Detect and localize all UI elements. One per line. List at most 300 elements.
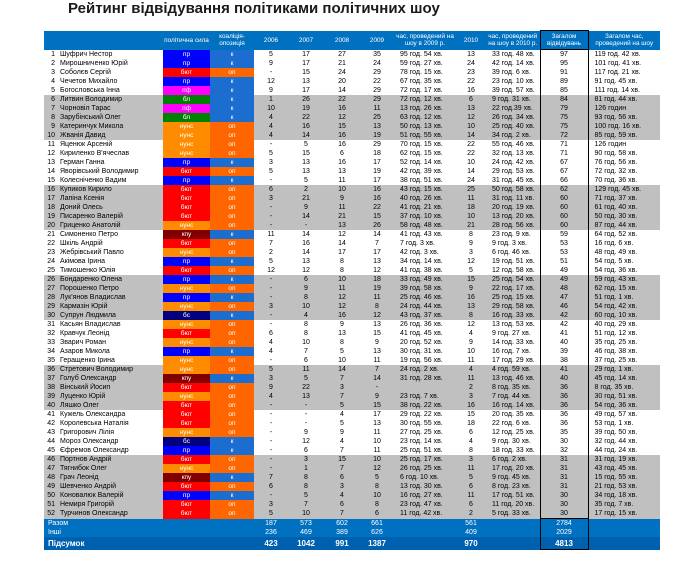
- rank-cell: 35: [47, 357, 55, 364]
- visits-2006-cell: -: [269, 420, 273, 427]
- total-time-cell: 54 год. 5 хв.: [594, 258, 634, 265]
- time-2009-cell: 39 год. 58 хв.: [394, 284, 456, 293]
- visits-2007-cell: 8: [304, 321, 308, 328]
- time-2009-cell: 43 год. 37 хв.: [394, 311, 456, 320]
- name-cell: Богословська Інна: [60, 87, 120, 94]
- footer-cell: 573: [288, 519, 324, 529]
- total-visits-cell: 62: [540, 185, 588, 194]
- table-row: [44, 365, 660, 374]
- total-visits-cell: 53: [540, 239, 588, 248]
- visits-2008-cell: 10: [338, 357, 346, 364]
- rank-cell: 25: [47, 267, 55, 274]
- footer-cell: 409: [456, 528, 486, 537]
- party-badge: бют: [163, 239, 210, 248]
- footer-cell: 970: [456, 537, 486, 550]
- time-2009-cell: 41 год. 21 хв.: [394, 203, 456, 212]
- party-badge: нунс: [163, 365, 210, 374]
- rank-cell: 24: [47, 258, 55, 265]
- table-row: [44, 50, 660, 60]
- table-row: [44, 248, 660, 257]
- visits-2007-cell: -: [288, 221, 324, 230]
- visits-2007-cell: 9: [288, 203, 324, 212]
- time-2010-cell: 5 год. 33 хв.: [486, 509, 540, 519]
- total-visits-cell: 75: [540, 113, 588, 122]
- table-row: [44, 410, 660, 419]
- visits-2006-cell: 3: [254, 302, 288, 311]
- visits-2006-cell: 6: [269, 330, 273, 337]
- visits-2008-cell: 10: [324, 185, 360, 194]
- rank-cell: 28: [44, 293, 58, 302]
- visits-2007-cell: 15: [302, 150, 310, 157]
- name-cell: Герман Ганна: [60, 159, 105, 166]
- visits-2009-cell: 25: [360, 113, 394, 122]
- visits-2010-cell: 6: [456, 500, 486, 509]
- visits-2009-cell: 7: [375, 240, 379, 247]
- rank-cell: 18: [44, 203, 58, 212]
- rank-cell: 48: [44, 473, 58, 482]
- total-time-cell: 76 год. 56 хв.: [594, 159, 638, 166]
- name-cell: Тимошенко Юлія: [60, 267, 116, 274]
- footer-label: Разом: [44, 519, 254, 529]
- visits-2006-cell: 7: [254, 473, 288, 482]
- name-cell: Азаров Микола: [60, 348, 110, 355]
- total-visits-cell: 35: [540, 428, 588, 437]
- name-cell: Чорновіл Тарас: [58, 104, 163, 113]
- table-row: [44, 392, 660, 401]
- visits-2007-cell: 22: [288, 113, 324, 122]
- coalition-badge: к: [210, 293, 254, 302]
- rank-cell: 33: [47, 339, 55, 346]
- table-row: [44, 482, 660, 491]
- party-badge: пр: [163, 293, 210, 302]
- name-cell: Голуб Олександр: [58, 374, 163, 383]
- party-badge: бют: [163, 509, 210, 519]
- footer-cell: [588, 519, 660, 529]
- header-2010: 2010: [456, 31, 486, 50]
- visits-2009-cell: 17: [373, 411, 381, 418]
- visits-2008-cell: 16: [338, 159, 346, 166]
- visits-2006-cell: 5: [269, 168, 273, 175]
- table-row: [44, 95, 660, 104]
- visits-2008-cell: 12: [324, 113, 360, 122]
- total-time-cell: 35 год. 25 хв.: [594, 339, 638, 346]
- visits-2009-cell: 6: [360, 509, 394, 519]
- time-2009-cell: 37 год. 10 хв.: [394, 212, 456, 221]
- visits-2010-cell: 11: [456, 374, 486, 383]
- total-time-cell: 21 год. 53 хв.: [588, 482, 660, 491]
- coalition-badge: оп: [210, 464, 254, 473]
- visits-2008-cell: 11: [338, 177, 346, 184]
- rank-cell: 3: [51, 69, 55, 76]
- time-2010-cell: 24 год. 42 хв.: [492, 159, 535, 166]
- total-time-cell: 35 год. 7 хв.: [588, 500, 660, 509]
- time-2010-cell: 9 год. 27 хв.: [492, 330, 531, 337]
- visits-2008-cell: 9: [340, 321, 344, 328]
- total-visits-cell: 30: [540, 437, 588, 446]
- table-row: [44, 86, 660, 95]
- time-2009-cell: 38 год. 51 хв.: [400, 177, 443, 184]
- visits-2008-cell: 15: [324, 455, 360, 464]
- time-2010-cell: 32 год. 13 хв.: [492, 150, 535, 157]
- visits-2010-cell: 14: [456, 131, 486, 140]
- rank-cell: 51: [44, 500, 58, 509]
- name-cell: Писаренко Валерій: [58, 212, 163, 221]
- visits-2009-cell: 11: [360, 293, 394, 302]
- rank-cell: 30: [44, 311, 58, 320]
- visits-2007-cell: 6: [304, 447, 308, 454]
- header-total-visits: Загалом відвідувань: [540, 31, 588, 50]
- total-visits-cell: 31: [540, 482, 588, 491]
- table-row: [44, 77, 660, 86]
- footer-cell: 602: [324, 519, 360, 529]
- table-row: [44, 329, 660, 338]
- footer-label: Інші: [44, 528, 254, 537]
- visits-2006-cell: 12: [267, 78, 275, 85]
- visits-2009-cell: 18: [373, 150, 381, 157]
- table-row: [44, 437, 660, 446]
- time-2010-cell: 25 год. 15 хв.: [486, 293, 540, 302]
- visits-2010-cell: 10: [467, 159, 475, 166]
- visits-2006-cell: -: [254, 275, 288, 284]
- party-badge: кпу: [163, 230, 210, 239]
- time-2010-cell: 29 год. 58 хв.: [486, 302, 540, 311]
- visits-2009-cell: 12: [360, 464, 394, 473]
- time-2009-cell: 38 год. 22 хв.: [394, 401, 456, 410]
- table-row: [44, 140, 660, 149]
- name-cell: Купиков Кирило: [58, 185, 163, 194]
- name-cell: Ляшко Олег: [58, 401, 163, 410]
- footer-cell: 991: [324, 537, 360, 550]
- party-badge: нунс: [163, 131, 210, 140]
- total-visits-cell: 66: [540, 176, 588, 185]
- visits-2010-cell: 23: [467, 69, 475, 76]
- rank-cell: 20: [44, 221, 58, 230]
- coalition-badge: к: [210, 230, 254, 239]
- visits-2007-cell: 13: [302, 78, 310, 85]
- visits-2007-cell: 19: [288, 104, 324, 113]
- total-time-cell: 49 год. 57 хв.: [594, 411, 638, 418]
- visits-2008-cell: 27: [338, 50, 346, 58]
- coalition-badge: оп: [210, 248, 254, 257]
- name-cell: Коновалюк Валерій: [58, 491, 163, 500]
- visits-2008-cell: 7: [324, 374, 360, 383]
- visits-2010-cell: 6: [469, 429, 473, 436]
- party-badge: бс: [163, 311, 210, 320]
- total-visits-cell: 36: [540, 401, 588, 410]
- visits-2008-cell: 8: [340, 267, 344, 274]
- name-cell: Жванія Давид: [58, 131, 163, 140]
- total-visits-cell: 97: [540, 50, 588, 60]
- total-time-cell: 32 год. 44 хв.: [594, 438, 638, 445]
- table-row: [44, 239, 660, 248]
- total-time-cell: 37 год. 25 хв.: [594, 357, 638, 364]
- visits-2007-cell: 11: [288, 365, 324, 374]
- visits-2009-cell: 15: [360, 212, 394, 221]
- visits-2007-cell: 6: [288, 275, 324, 284]
- party-badge: пр: [163, 176, 210, 185]
- visits-2006-cell: -: [269, 447, 273, 454]
- total-time-cell: 16 год. 6 хв.: [594, 240, 634, 247]
- total-time-cell: 40 год. 29 хв.: [594, 321, 638, 328]
- visits-2006-cell: -: [254, 203, 288, 212]
- visits-2006-cell: -: [269, 438, 273, 445]
- name-cell: Доний Олесь: [58, 203, 163, 212]
- total-visits-cell: 51: [540, 257, 588, 266]
- total-time-cell: 129 год. 45 хв.: [588, 185, 660, 194]
- visits-2006-cell: 4: [254, 122, 288, 131]
- visits-2010-cell: 9: [469, 240, 473, 247]
- name-cell: Лук'янов Владислав: [58, 293, 163, 302]
- visits-2008-cell: 16: [338, 141, 346, 148]
- visits-2010-cell: 10: [467, 348, 475, 355]
- rank-cell: 8: [44, 113, 58, 122]
- total-visits-cell: 41: [540, 365, 588, 374]
- total-time-cell: 71 год. 37 хв.: [588, 194, 660, 203]
- name-cell: Чечетов Михайло: [60, 78, 118, 85]
- coalition-badge: оп: [210, 284, 254, 293]
- visits-2006-cell: 4: [254, 131, 288, 140]
- visits-2006-cell: -: [269, 321, 273, 328]
- visits-2006-cell: 4: [254, 113, 288, 122]
- total-visits-cell: 42: [540, 311, 588, 320]
- footer-cell: [394, 537, 456, 550]
- time-2009-cell: 43 год. 15 хв.: [394, 185, 456, 194]
- rank-cell: 39: [44, 392, 58, 401]
- time-2010-cell: 28 год. 56 хв.: [486, 221, 540, 230]
- time-2010-cell: 9 год. 3 хв.: [492, 240, 527, 247]
- coalition-badge: оп: [210, 338, 254, 347]
- total-time-cell: 60 год. 10 хв.: [588, 311, 660, 320]
- visits-2008-cell: 13: [338, 168, 346, 175]
- visits-2009-cell: 12: [373, 267, 381, 274]
- visits-2007-cell: 2: [288, 185, 324, 194]
- party-badge: бют: [163, 203, 210, 212]
- visits-2006-cell: -: [254, 401, 288, 410]
- visits-2006-cell: 3: [254, 194, 288, 203]
- time-2010-cell: 22 год. 6 хв.: [492, 420, 531, 427]
- party-badge: нунс: [163, 392, 210, 401]
- table-row: [44, 221, 660, 230]
- visits-2006-cell: 5: [254, 509, 288, 519]
- rank-cell: 15: [47, 177, 55, 184]
- visits-2008-cell: 8: [340, 339, 344, 346]
- total-time-cell: 51 год. 1 хв.: [588, 293, 660, 302]
- visits-2008-cell: 17: [338, 249, 346, 256]
- header-total-time: Загалом час, проведений на шоу: [588, 31, 660, 50]
- visits-2006-cell: 5: [254, 365, 288, 374]
- rank-cell: 2: [51, 60, 55, 67]
- visits-2009-cell: 11: [360, 104, 394, 113]
- visits-2009-cell: 17: [373, 249, 381, 256]
- name-cell: Яценюк Арсеній: [60, 141, 113, 148]
- party-badge: пф: [163, 86, 210, 95]
- rank-cell: 38: [44, 383, 58, 392]
- time-2009-cell: 41 год. 38 хв.: [400, 267, 443, 274]
- party-badge: бют: [163, 482, 210, 491]
- party-badge: бют: [163, 266, 210, 275]
- party-badge: бют: [163, 329, 210, 338]
- time-2010-cell: 9 год. 30 хв.: [492, 438, 531, 445]
- time-2009-cell: 26 год. 36 хв.: [400, 321, 443, 328]
- footer-cell: [486, 519, 540, 529]
- table-row: [44, 500, 660, 509]
- total-visits-cell: 36: [540, 419, 588, 428]
- visits-2009-cell: 29: [360, 95, 394, 104]
- time-2009-cell: 78 год. 15 хв.: [400, 69, 443, 76]
- visits-2010-cell: 12: [467, 258, 475, 265]
- total-time-cell: 64 год. 52 хв.: [594, 231, 638, 238]
- total-visits-cell: 30: [540, 500, 588, 509]
- visits-2010-cell: 10: [456, 212, 486, 221]
- coalition-badge: к: [210, 86, 254, 95]
- table-row: [44, 293, 660, 302]
- visits-2008-cell: 21: [338, 60, 346, 67]
- coalition-badge: оп: [210, 428, 254, 437]
- time-2009-cell: 25 год. 51 хв.: [400, 447, 443, 454]
- time-2009-cell: 23 год. 14 хв.: [400, 438, 443, 445]
- visits-2006-cell: 2: [269, 249, 273, 256]
- visits-2007-cell: 5: [288, 491, 324, 500]
- total-time-cell: 126 годин: [588, 104, 660, 113]
- visits-2010-cell: 22: [467, 78, 475, 85]
- party-badge: пф: [163, 104, 210, 113]
- rank-cell: 5: [51, 87, 55, 94]
- coalition-badge: к: [210, 491, 254, 500]
- table-row: [44, 320, 660, 329]
- party-badge: нунс: [163, 122, 210, 131]
- time-2009-cell: 19 год. 56 хв.: [400, 357, 443, 364]
- time-2009-cell: 31 год. 28 хв.: [394, 374, 456, 383]
- total-visits-cell: 67: [540, 158, 588, 167]
- party-badge: бл: [163, 113, 210, 122]
- visits-2010-cell: 8: [456, 311, 486, 320]
- rank-cell: 23: [47, 249, 55, 256]
- visits-2006-cell: 9: [254, 383, 288, 392]
- visits-2006-cell: -: [254, 311, 288, 320]
- name-cell: Шуфрич Нестор: [60, 50, 113, 58]
- footer-cell: [588, 528, 660, 537]
- visits-2008-cell: 12: [324, 293, 360, 302]
- visits-2008-cell: 14: [338, 240, 346, 247]
- visits-2009-cell: 22: [360, 203, 394, 212]
- visits-2010-cell: 22: [467, 150, 475, 157]
- total-time-cell: 119 год. 42 хв.: [594, 50, 641, 58]
- rank-cell: 1: [51, 50, 55, 58]
- time-2010-cell: 31 год. 45 хв.: [492, 177, 535, 184]
- visits-2006-cell: -: [269, 177, 273, 184]
- visits-2008-cell: 12: [324, 302, 360, 311]
- time-2010-cell: 4 год. 59 хв.: [486, 365, 540, 374]
- coalition-badge: оп: [210, 140, 254, 149]
- time-2010-cell: 14 год. 33 хв.: [492, 339, 535, 346]
- visits-2010-cell: 11: [456, 194, 486, 203]
- total-time-cell: 17 год. 15 хв.: [588, 509, 660, 519]
- time-2009-cell: 26 год. 25 хв.: [394, 464, 456, 473]
- visits-2007-cell: 3: [288, 455, 324, 464]
- visits-2008-cell: 16: [324, 131, 360, 140]
- visits-2010-cell: 22: [467, 141, 475, 148]
- visits-2009-cell: 13: [373, 321, 381, 328]
- visits-2010-cell: 3: [469, 249, 473, 256]
- table-row: [44, 257, 660, 266]
- total-visits-cell: 30: [540, 509, 588, 519]
- visits-2009-cell: 16: [360, 194, 394, 203]
- time-2010-cell: 12 год. 58 хв.: [492, 267, 535, 274]
- name-cell: Зарубінський Олег: [58, 113, 163, 122]
- header-coalition: коаліція-опозиція: [210, 31, 254, 50]
- total-visits-cell: 79: [540, 104, 588, 113]
- visits-2009-cell: 24: [373, 60, 381, 67]
- party-badge: нунс: [163, 221, 210, 230]
- total-visits-cell: 85: [540, 86, 588, 95]
- table-row: [44, 230, 660, 239]
- time-2010-cell: 42 год. 14 хв.: [492, 60, 535, 67]
- time-2010-cell: 16 год. 14 хв.: [486, 401, 540, 410]
- visits-2010-cell: 24: [467, 177, 475, 184]
- coalition-badge: к: [210, 176, 254, 185]
- time-2010-cell: 39 год. 6 хв.: [492, 69, 531, 76]
- visits-2010-cell: 9: [456, 284, 486, 293]
- table-row: [44, 149, 660, 158]
- time-2010-cell: 33 год. 48 хв.: [492, 50, 535, 58]
- name-cell: Мороз Олександр: [60, 438, 119, 445]
- rank-cell: 19: [44, 212, 58, 221]
- rank-cell: 34: [47, 348, 55, 355]
- header-row: [44, 31, 660, 50]
- visits-2009-cell: 29: [373, 69, 381, 76]
- visits-2007-cell: 5: [304, 177, 308, 184]
- name-cell: Портнов Андрій: [58, 455, 163, 464]
- visits-2007-cell: 13: [302, 168, 310, 175]
- coalition-badge: оп: [210, 266, 254, 275]
- time-2010-cell: 50 год. 58 хв.: [486, 185, 540, 194]
- visits-2009-cell: 16: [360, 185, 394, 194]
- visits-2007-cell: 10: [302, 339, 310, 346]
- time-2010-cell: 23 год. 10 хв.: [492, 78, 535, 85]
- footer-row-sum: [44, 537, 660, 550]
- total-visits-cell: 67: [540, 167, 588, 176]
- visits-2010-cell: 15: [467, 411, 475, 418]
- visits-2008-cell: 16: [324, 104, 360, 113]
- visits-2007-cell: 12: [302, 267, 310, 274]
- party-badge: бют: [163, 68, 210, 77]
- visits-2006-cell: 1: [254, 95, 288, 104]
- total-visits-cell: 39: [540, 347, 588, 356]
- footer-cell: [394, 519, 456, 529]
- visits-2007-cell: 13: [302, 159, 310, 166]
- visits-2010-cell: 3: [456, 455, 486, 464]
- coalition-badge: оп: [210, 302, 254, 311]
- visits-2007-cell: 13: [288, 392, 324, 401]
- name-cell: Шкіль Андрій: [60, 240, 103, 247]
- visits-2008-cell: 13: [338, 330, 346, 337]
- rank-cell: 26: [44, 275, 58, 284]
- visits-2007-cell: 13: [302, 258, 310, 265]
- visits-2009-cell: 17: [373, 177, 381, 184]
- visits-2010-cell: 10: [456, 122, 486, 131]
- coalition-badge: к: [210, 59, 254, 68]
- footer-total: 2029: [540, 528, 588, 537]
- visits-2009-cell: 14: [373, 231, 381, 238]
- visits-2010-cell: 4: [456, 365, 486, 374]
- visits-2007-cell: 7: [288, 500, 324, 509]
- table-row: [44, 428, 660, 437]
- time-2010-cell: 19 год. 51 хв.: [492, 258, 535, 265]
- visits-2008-cell: 5: [324, 401, 360, 410]
- name-cell: Супрун Людмила: [58, 311, 163, 320]
- name-cell: Порошенко Петро: [58, 284, 163, 293]
- name-cell: Вінський Йосип: [58, 383, 163, 392]
